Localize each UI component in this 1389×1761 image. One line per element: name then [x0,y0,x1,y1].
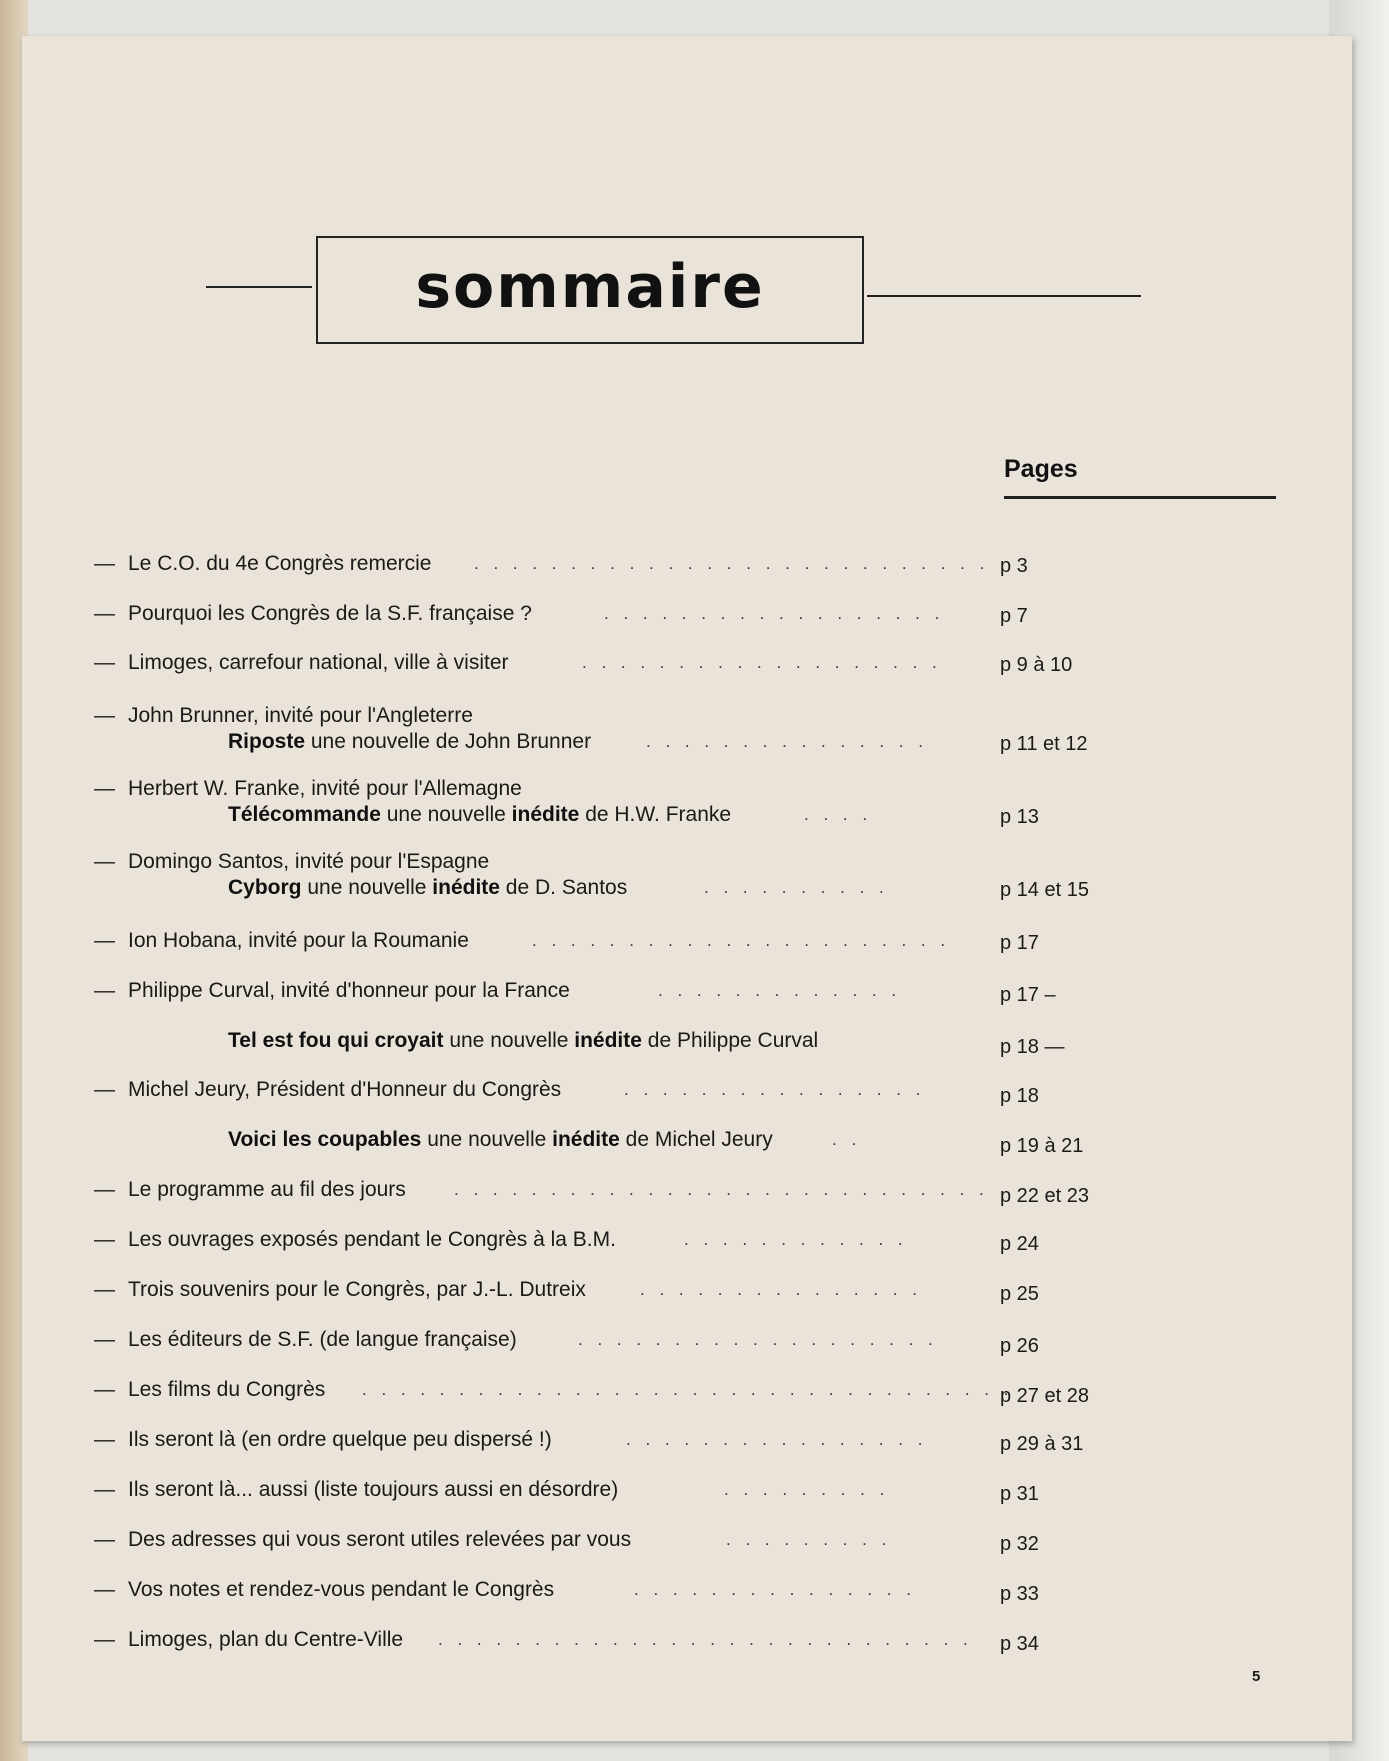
entry-page: p 24 [1000,1233,1039,1255]
toc-entry [94,1527,1294,1553]
dot-leader: . . . . . . . . . . . . . . . [646,732,928,751]
entry-dash: — [94,1378,115,1401]
entry-title: Trois souvenirs pour le Congrès, par J.-L. Dutreix [128,1278,586,1301]
entry-dash: — [94,704,115,727]
entry-title: Michel Jeury, Président d'Honneur du Congrès [128,1078,562,1101]
entry-subline-author: de Michel Jeury [619,1128,773,1151]
pages-heading: Pages [1004,455,1078,483]
entry-dash: — [94,651,115,674]
entry-title: Vos notes et rendez-vous pendant le Congrès [128,1578,555,1601]
dot-leader: . . . . . . . . . [724,1480,890,1499]
toc-entry [94,703,1294,755]
toc-entry [94,1277,1294,1303]
dot-leader: . . . . . . . . . . . . . . . . . . . . . . . . . . . . [454,1180,989,1199]
entry-title: Limoges, carrefour national, ville à visiter [128,651,509,674]
entry-page: p 26 [1000,1335,1039,1357]
toc-entry [94,1377,1294,1407]
entry-subline: une nouvelle [443,1029,575,1052]
entry-subline-author: de H.W. Franke [579,803,732,826]
entry-dash: — [94,979,115,1002]
dot-leader: . . . . . . . . . . . . . . . . . . . [578,1330,938,1349]
entry-title: Les éditeurs de S.F. (de langue française) [128,1328,517,1351]
entry-work-title: Voici les coupables [228,1128,422,1151]
entry-page: p 33 [1000,1583,1039,1605]
toc-entry [94,1127,1294,1157]
entry-page: p 34 [1000,1633,1039,1655]
entry-title: Les films du Congrès [128,1378,326,1401]
entry-page: p 13 [1000,806,1039,828]
entry-dash: — [94,1278,115,1301]
entry-inedite: inédite [511,803,580,826]
page-title: sommaire [415,252,765,322]
toc-entry [94,1227,1294,1253]
entry-work-title: Tel est fou qui croyait [228,1029,444,1052]
entry-dash: — [94,1228,115,1251]
entry-page: p 22 et 23 [1000,1185,1089,1207]
entry-title: Herbert W. Franke, invité pour l'Allemagne [128,777,522,800]
entry-page: p 18 [1000,1085,1039,1107]
entry-inedite: inédite [432,876,500,899]
dot-leader: . . . . . . . . . . . . . . . . [624,1080,926,1099]
toc-entry [94,1177,1294,1207]
toc-entry [94,1627,1294,1653]
entry-title: Philippe Curval, invité d'honneur pour la France [128,979,570,1002]
entry-subline: une nouvelle [380,803,512,826]
entry-dash: — [94,602,115,625]
entry-work-title: Riposte [228,730,306,753]
dot-leader: . . . . . . . . . . . . . . . [640,1280,922,1299]
dot-leader: . . . . . . . . . . [704,878,889,897]
toc-entry [94,601,1294,627]
toc-entry [94,928,1294,954]
entry-page: p 14 et 15 [1000,879,1089,901]
entry-inedite: inédite [574,1029,642,1052]
dot-leader: . . . . . . . . . . . . . [658,981,902,1000]
toc-entry [94,650,1294,676]
entry-dash: — [94,929,115,952]
entry-title: Ils seront là (en ordre quelque peu dispersé !) [128,1428,552,1451]
entry-dash: — [94,1578,115,1601]
toc-entry [94,1077,1294,1107]
entry-page: p 31 [1000,1483,1039,1505]
entry-title: Ion Hobana, invité pour la Roumanie [128,929,469,952]
entry-dash: — [94,850,115,873]
entry-page: p 19 à 21 [1000,1135,1084,1157]
entry-subline: une nouvelle [421,1128,553,1151]
entry-work-title: Cyborg [228,876,302,899]
toc-entry [94,776,1294,828]
entry-dash: — [94,552,115,575]
entry-title: Le programme au fil des jours [128,1178,406,1201]
entry-title: Ils seront là... aussi (liste toujours aussi en désordre) [128,1478,619,1501]
page-number: 5 [1252,1668,1261,1685]
entry-page: p 9 à 10 [1000,654,1073,676]
dot-leader: . . . . . . . . . . . . . . . . . . . . . . [532,931,951,950]
entry-work-title: Télécommande [228,803,381,826]
dot-leader: . . . . . . . . . . . . . . . . . . . [582,653,942,672]
toc-entry [94,1427,1294,1453]
dot-leader: . . . . . . . . . . . . . . . . [626,1430,928,1449]
entry-title: Des adresses qui vous seront utiles relevées par vous [128,1528,632,1551]
entry-page: p 32 [1000,1533,1039,1555]
entry-inedite: inédite [552,1128,620,1151]
entry-page: p 25 [1000,1283,1039,1305]
toc-entry [94,1577,1294,1603]
toc-entry [94,978,1294,1004]
entry-page: p 17 – [1000,984,1056,1006]
entry-dash: — [94,777,115,800]
dot-leader: . . . . . . . . . . . . . . . . . . . . . . . . . . . [474,554,990,573]
toc-entry [94,1477,1294,1503]
dot-leader: . . . . . . . . . . . . . . . . . . . . . . . . . . . . . . . . . . [362,1380,1014,1399]
dot-leader: . . . . . . . . . . . . . . . . . . . . . . . . . . . . [438,1630,973,1649]
entry-page: p 18 — [1000,1036,1065,1058]
entry-dash: — [94,1428,115,1451]
entry-page: p 3 [1000,555,1028,577]
dot-leader: . . . . . . . . . [726,1530,892,1549]
dot-leader: . . . . . . . . . . . . . . . . . . [604,604,945,623]
toc-entry [94,1028,1294,1058]
entry-subline-author: de Philippe Curval [641,1029,819,1052]
entry-subline: une nouvelle de John Brunner [305,730,592,753]
entry-dash: — [94,1078,115,1101]
dot-leader: . . . . . . . . . . . . . . . [634,1580,916,1599]
toc-entry [94,849,1294,901]
entry-subline: une nouvelle [301,876,433,899]
entry-title: Pourquoi les Congrès de la S.F. française ? [128,602,532,625]
entry-page: p 17 [1000,932,1039,954]
dot-leader: . . . . . . . . . . . . [684,1230,908,1249]
entry-dash: — [94,1328,115,1351]
toc-entry [94,1327,1294,1357]
entry-page: p 7 [1000,605,1028,627]
entry-title: Limoges, plan du Centre-Ville [128,1628,404,1651]
entry-dash: — [94,1478,115,1501]
entry-dash: — [94,1528,115,1551]
toc-entry [94,551,1294,577]
dot-leader: . . . . [804,805,873,824]
entry-title: John Brunner, invité pour l'Angleterre [128,704,473,727]
entry-dash: — [94,1178,115,1201]
entry-page: p 29 à 31 [1000,1433,1084,1455]
entry-title: Les ouvrages exposés pendant le Congrès à la B.M. [128,1228,616,1251]
entry-dash: — [94,1628,115,1651]
entry-page: p 11 et 12 [1000,733,1088,755]
entry-page: p 27 et 28 [1000,1385,1089,1407]
entry-title: Domingo Santos, invité pour l'Espagne [128,850,490,873]
entry-subline-author: de D. Santos [499,876,628,899]
dot-leader: . . [832,1130,862,1149]
entry-title: Le C.O. du 4e Congrès remercie [128,552,432,575]
